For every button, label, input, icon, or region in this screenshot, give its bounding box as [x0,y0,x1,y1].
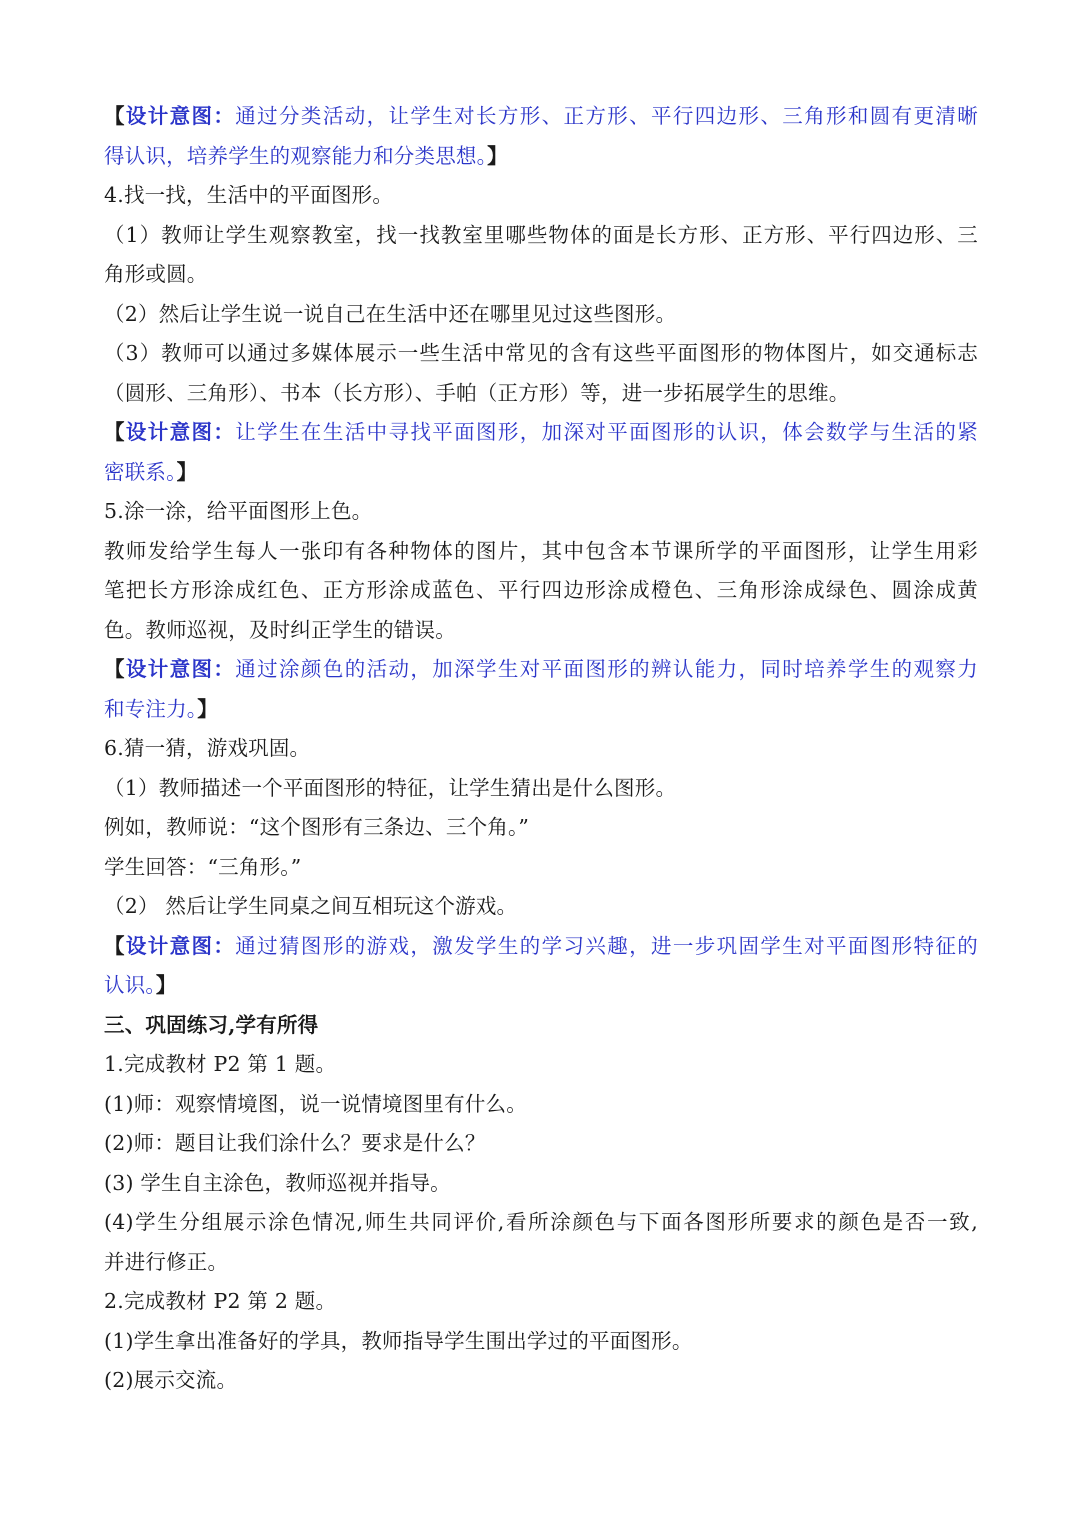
text-line: （圆形、三角形）、书本（长方形）、手帕（正方形）等，进一步拓展学生的思维。 [104,380,850,405]
open-bracket: 【 [104,657,126,681]
text-line: (2)师：题目让我们涂什么？要求是什么？ [104,1131,486,1155]
text-line: 2.完成教材 P2 第 2 题。 [104,1289,337,1313]
open-bracket: 【 [104,420,126,444]
design-intent-line [104,927,978,967]
text-line: (4)学生分组展示涂色情况,师生共同评价,看所涂颜色与下面各图形所要求的颜色是否一致, [104,1210,978,1234]
open-bracket: 【 [104,104,126,128]
design-intent-line [104,966,978,1006]
design-intent-text: 通过涂颜色的活动，加深学生对平面图形的辨认能力，同时培养学生的观察力 [235,657,979,681]
text-line: 学生回答：“三角形。” [104,854,302,879]
design-intent-line [104,97,978,137]
text-line: （2）然后让学生说一说自己在生活中还在哪里见过这些图形。 [104,301,677,326]
text-line: 并进行修正。 [104,1249,229,1274]
text-line: 例如，教师说：“这个图形有三条边、三个角。” [104,815,530,839]
open-bracket: 【 [104,933,126,958]
text-line: （1）教师描述一个平面图形的特征，让学生猜出是什么图形。 [104,775,677,800]
text-line: （1）教师让学生观察教室，找一找教室里哪些物体的面是长方形、正方形、平行四边形、三 [104,222,978,247]
text-line: (3) 学生自主涂色，教师巡视并指导。 [104,1170,451,1195]
text-line: （2） 然后让学生同桌之间互相玩这个游戏。 [104,894,518,918]
text-line: 笔把长方形涂成红色、正方形涂成蓝色、平行四边形涂成橙色、三角形涂成绿色、圆涂成黄 [104,578,978,602]
design-intent-label: 设计意图： [125,933,236,958]
design-intent-line [104,137,978,177]
design-intent-line [104,413,978,453]
design-intent-text: 和专注力。 [104,696,198,721]
design-intent-line [104,690,978,730]
text-line: 1.完成教材 P2 第 1 题。 [104,1052,337,1076]
text-line: 教师发给学生每人一张印有各种物体的图片，其中包含本节课所学的平面图形，让学生用彩 [104,538,978,563]
text-line: (2)展示交流。 [104,1368,238,1392]
text-line: (1)师：观察情境图，说一说情境图里有什么。 [104,1091,527,1116]
design-intent-line [104,650,978,690]
design-intent-label: 设计意图： [125,657,236,681]
close-bracket: 】 [155,973,177,997]
close-bracket: 】 [176,459,198,484]
section-heading: 三、巩固练习,学有所得 [104,1012,319,1037]
design-intent-text: 密联系。 [104,459,177,484]
text-line: 5.涂一涂，给平面图形上色。 [104,499,373,523]
design-intent-text: 认识。 [104,973,156,997]
document-body [104,97,978,1401]
design-intent-text: 通过猜图形的游戏，激发学生的学习兴趣，进一步巩固学生对平面图形特征的 [235,933,979,958]
text-line: 4.找一找，生活中的平面图形。 [104,183,394,207]
close-bracket: 】 [487,143,508,168]
text-line: （3）教师可以通过多媒体展示一些生活中常见的含有这些平面图形的物体图片，如交通标志 [104,341,978,365]
close-bracket: 】 [197,696,218,721]
text-line: 角形或圆。 [104,262,208,286]
design-intent-label: 设计意图： [125,420,236,444]
design-intent-text: 让学生在生活中寻找平面图形，加深对平面图形的认识，体会数学与生活的紧 [235,420,979,444]
text-line: (1)学生拿出准备好的学具，教师指导学生围出学过的平面图形。 [104,1328,693,1353]
text-line: 6.猜一猜，游戏巩固。 [104,736,311,760]
design-intent-text: 得认识，培养学生的观察能力和分类思想。 [104,143,488,168]
design-intent-label: 设计意图： [125,104,236,128]
design-intent-text: 通过分类活动，让学生对长方形、正方形、平行四边形、三角形和圆有更清晰 [235,104,979,128]
text-line: 色。教师巡视，及时纠正学生的错误。 [104,617,456,642]
design-intent-line [104,453,978,493]
